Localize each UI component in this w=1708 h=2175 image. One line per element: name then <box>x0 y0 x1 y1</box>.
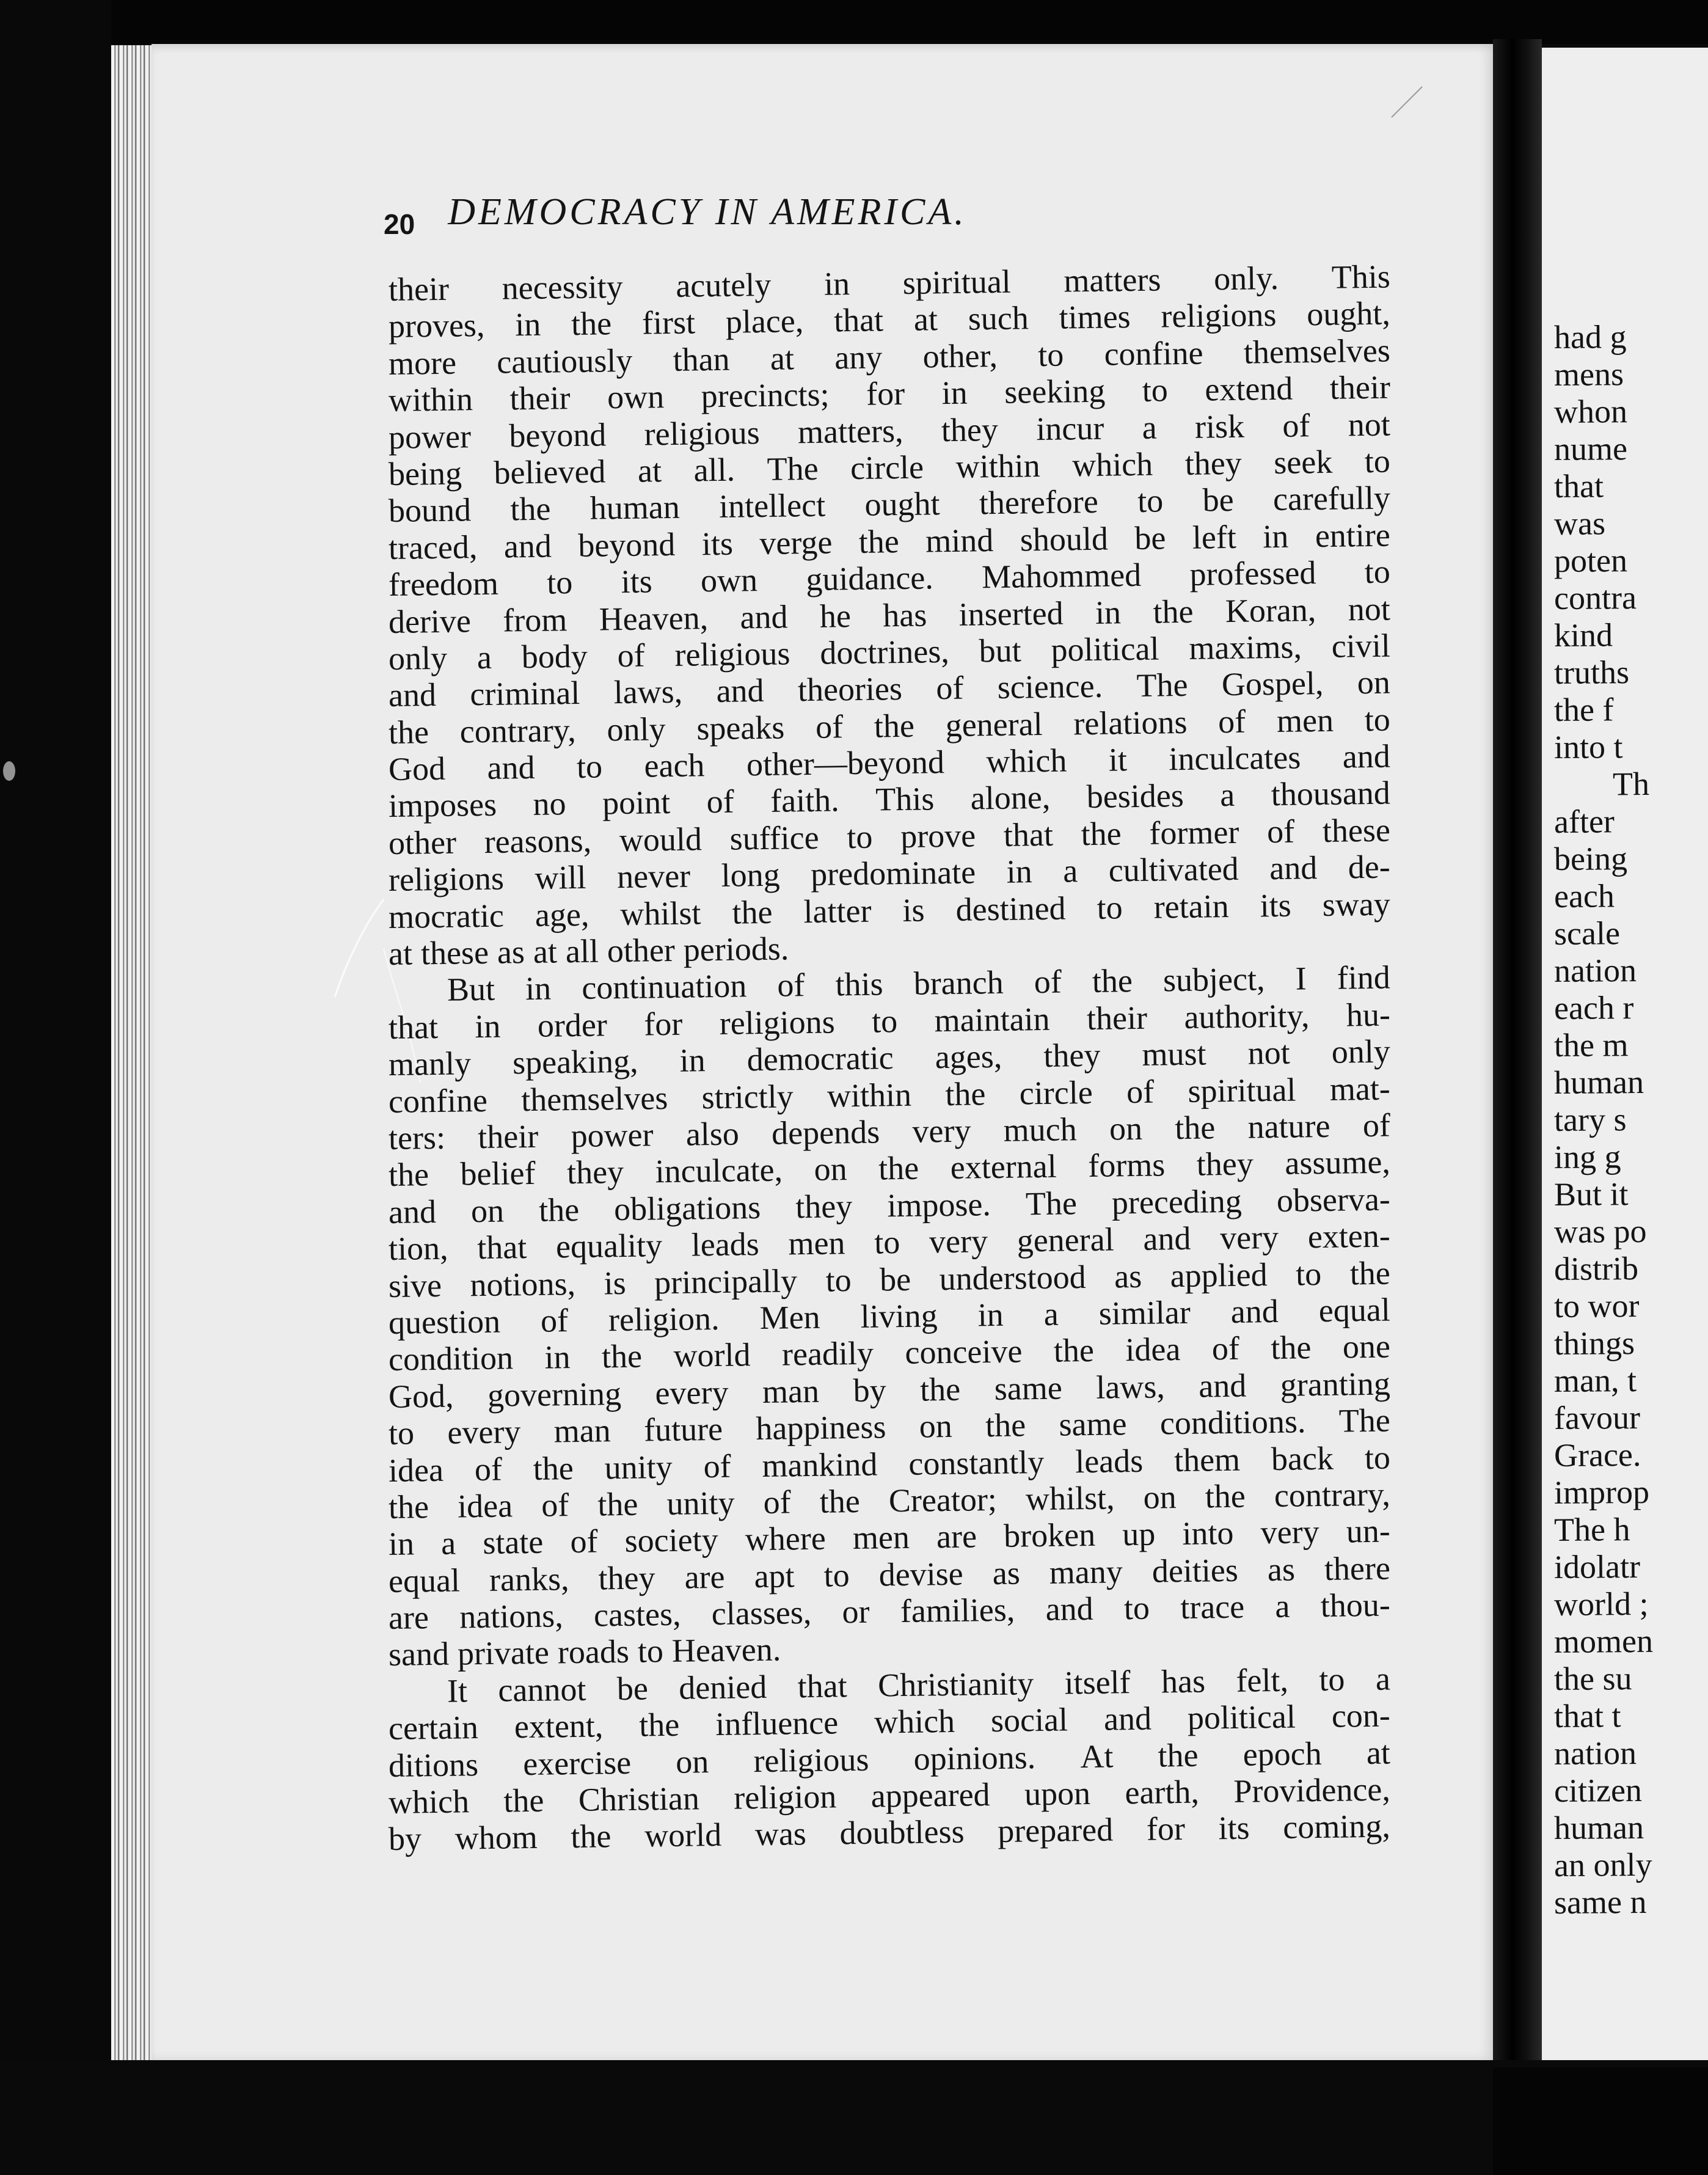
text-line: God, governing every man by the same laws, and granting <box>388 1365 1391 1415</box>
right-text-line: an only <box>1553 1846 1652 1884</box>
right-text-line: poten <box>1553 542 1628 579</box>
right-text-line: the f <box>1553 691 1614 728</box>
right-text-line: being <box>1553 840 1628 877</box>
body-text <box>388 258 1391 1858</box>
text-line: equal ranks, they are apt to devise as many deities as there <box>388 1549 1391 1599</box>
right-text-line: had g <box>1553 318 1627 356</box>
text-line: only a body of religious doctrines, but political maxims, civil <box>388 627 1391 677</box>
right-text-line: scale <box>1553 915 1621 952</box>
scan-border-top <box>0 0 1708 44</box>
right-text-line: things <box>1553 1325 1635 1362</box>
text-line: which the Christian religion appeared upon earth, Providence, <box>388 1771 1391 1821</box>
text-line: at these as at all other periods. <box>388 930 789 973</box>
text-line: and criminal laws, and theories of science. The Gospel, on <box>388 663 1391 714</box>
text-line: to every man future happiness on the same conditions. The <box>388 1402 1391 1452</box>
right-text-line: was po <box>1553 1212 1647 1250</box>
text-line: confine themselves strictly within the circle of spiritual mat- <box>388 1070 1391 1120</box>
text-line: condition in the world readily conceive the idea of the one <box>388 1328 1391 1378</box>
text-line: freedom to its own guidance. Mahommed professed to <box>388 553 1391 604</box>
right-text-line: But it <box>1553 1175 1629 1213</box>
right-text-line: momen <box>1553 1622 1654 1660</box>
right-text-line: The h <box>1553 1511 1630 1548</box>
text-line: God and to each other—beyond which it inculcates and <box>388 737 1391 788</box>
text-line: derive from Heaven, and he has inserted in the Koran, not <box>388 590 1391 640</box>
text-line: manly speaking, in democratic ages, they must not only <box>388 1033 1391 1083</box>
right-text-line: distrib <box>1553 1250 1639 1287</box>
text-line: are nations, castes, classes, or families, and to trace a thou- <box>388 1586 1391 1637</box>
right-text-line: Th <box>1612 765 1650 803</box>
text-line: certain extent, the influence which social and political con- <box>388 1697 1391 1747</box>
text-line: imposes no point of faith. This alone, besides a thousand <box>388 775 1391 825</box>
right-text-line: man, t <box>1553 1362 1637 1399</box>
page-number: 20 <box>384 208 415 240</box>
page-header <box>151 191 1493 252</box>
book-gutter <box>1493 39 1542 2067</box>
right-text-line: ing g <box>1553 1138 1621 1175</box>
page-edges <box>111 45 153 2061</box>
text-line: the contrary, only speaks of the general relations of men to <box>388 701 1391 751</box>
right-text-line: the m <box>1553 1026 1629 1064</box>
right-text-line: each <box>1553 877 1615 915</box>
right-page-fragment <box>1542 48 1708 2076</box>
right-text-line: world ; <box>1553 1585 1649 1623</box>
right-text-line: was <box>1553 505 1606 542</box>
right-text-line: truths <box>1553 654 1630 691</box>
text-line: and on the obligations they impose. The preceding observa- <box>388 1180 1391 1230</box>
text-line: being believed at all. The circle within which they seek to <box>388 442 1391 492</box>
text-line: power beyond religious matters, they incur a risk of not <box>388 406 1391 456</box>
text-line: But in continuation of this branch of the subject, I find <box>447 959 1391 1009</box>
text-line: their necessity acutely in spiritual matters only. This <box>388 258 1391 308</box>
right-text-line: that t <box>1553 1697 1621 1735</box>
text-line: sand private roads to Heaven. <box>388 1631 781 1673</box>
right-text-line: contra <box>1553 579 1637 616</box>
text-line: in a state of society where men are broken up into very un- <box>388 1512 1391 1563</box>
text-line: the belief they inculcate, on the external forms they assume, <box>388 1143 1391 1194</box>
right-text-line: nume <box>1553 430 1628 467</box>
right-text-line: same n <box>1553 1883 1647 1921</box>
text-line: tion, that equality leads men to very general and very exten- <box>388 1217 1391 1268</box>
text-line: sive notions, is principally to be understood as applied to the <box>388 1254 1391 1304</box>
text-line: ters: their power also depends very much on the nature of <box>388 1106 1391 1157</box>
text-line: religions will never long predominate in a cultivated and de- <box>388 848 1391 899</box>
text-line: question of religion. Men living in a similar and equal <box>388 1291 1391 1341</box>
text-line: bound the human intellect ought therefore to be carefully <box>388 479 1391 530</box>
scan-smudge <box>0 756 18 786</box>
scan-border-bottom <box>0 2060 1708 2175</box>
right-page-text <box>1554 319 1708 1921</box>
text-line: mocratic age, whilst the latter is destined to retain its sway <box>388 885 1391 935</box>
text-line: within their own precincts; for in seeking to extend their <box>388 368 1391 419</box>
right-text-line: human <box>1553 1808 1644 1846</box>
scan-border-bottom-right <box>1493 2067 1708 2175</box>
text-line: ditions exercise on religious opinions. At the epoch at <box>388 1734 1391 1784</box>
right-text-line: kind <box>1553 616 1613 654</box>
right-text-line: human <box>1553 1063 1644 1101</box>
right-text-line: idolatr <box>1553 1548 1641 1585</box>
text-line: the idea of the unity of the Creator; whilst, on the contrary, <box>388 1475 1391 1526</box>
right-text-line: favour <box>1553 1399 1641 1436</box>
right-text-line: improp <box>1553 1473 1650 1511</box>
right-text-line: to wor <box>1553 1287 1640 1325</box>
right-text-line: after <box>1553 803 1615 840</box>
right-text-line: that <box>1553 467 1604 505</box>
right-text-line: tary s <box>1553 1101 1627 1138</box>
right-text-line: into t <box>1553 728 1623 766</box>
right-text-line: mens <box>1553 356 1624 393</box>
right-text-line: each r <box>1553 989 1634 1026</box>
right-text-line: Grace. <box>1553 1436 1641 1474</box>
running-title: DEMOCRACY IN AMERICA. <box>448 191 967 233</box>
right-text-line: whon <box>1553 393 1628 430</box>
text-line: traced, and beyond its verge the mind should be left in entire <box>388 516 1391 566</box>
text-line: idea of the unity of mankind constantly leads them back to <box>388 1439 1391 1489</box>
right-text-line: nation <box>1553 1735 1637 1772</box>
right-text-line: the su <box>1553 1660 1632 1697</box>
text-line: proves, in the first place, that at such times religions ought, <box>388 294 1391 345</box>
right-text-line: nation <box>1553 952 1637 989</box>
scan-border-left <box>0 0 111 2175</box>
text-line: that in order for religions to maintain their authority, hu- <box>388 996 1391 1046</box>
text-line: other reasons, would suffice to prove that the former of these <box>388 811 1391 861</box>
text-line: It cannot be denied that Christianity itself has felt, to a <box>447 1660 1391 1709</box>
text-line: by whom the world was doubtless prepared for its coming, <box>388 1807 1391 1858</box>
text-line: more cautiously than at any other, to confine themselves <box>388 332 1391 382</box>
right-text-line: citizen <box>1553 1771 1643 1809</box>
